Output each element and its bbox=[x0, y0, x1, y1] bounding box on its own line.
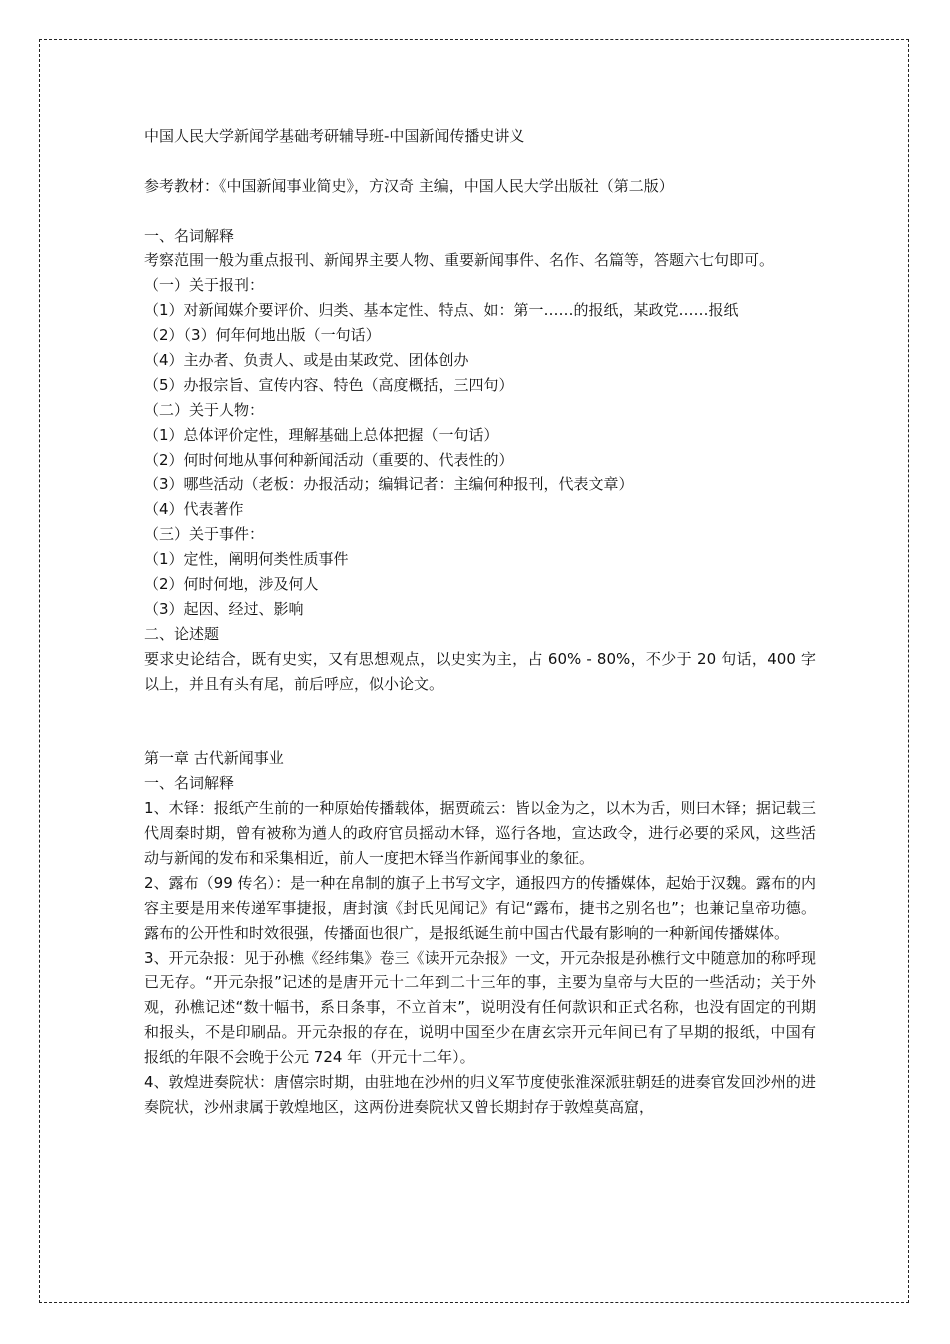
outline-item: （一）关于报刊： bbox=[144, 276, 265, 295]
chapter-title: 第一章 古代新闻事业 bbox=[144, 749, 284, 768]
section-heading: 一、名词解释 bbox=[144, 226, 235, 245]
doc-title: 中国人民大学新闻学基础考研辅导班-中国新闻传播史讲义 bbox=[144, 127, 525, 145]
outline-item: （1）定性，阐明何类性质事件 bbox=[144, 550, 349, 569]
outline-item: （5）办报宗旨、宣传内容、特色（高度概括，三四句） bbox=[144, 375, 514, 394]
outline-item: （1）对新闻媒介要评价、归类、基本定性、特点、如：第一……的报纸，某政党……报纸 bbox=[144, 301, 739, 320]
outline-item: （3）哪些活动（老板：办报活动；编辑记者：主编何种报刊，代表文章） bbox=[144, 475, 634, 494]
outline-item: （4）主办者、负责人、或是由某政党、团体创办 bbox=[144, 351, 469, 370]
outline-item: （2）何时何地从事何种新闻活动（重要的、代表性的） bbox=[144, 450, 514, 469]
outline-item: （3）起因、经过、影响 bbox=[144, 599, 304, 618]
term-entry: 2、露布（99 传名）：是一种在帛制的旗子上书写文字，通报四方的传播媒体，起始于汉魏。露布的内容主要是用来传递军事捷报，唐封演《封氏见闻记》有记“露布，捷书之别名也”；也兼记皇帝功德。露布的公开性和时效很强，传播面也很广，是报纸诞生前中国古代最有影响的一种新闻传播媒体。 bbox=[144, 873, 816, 942]
outline-item: （2）何时何地，涉及何人 bbox=[144, 575, 319, 594]
outline-item: （三）关于事件： bbox=[144, 525, 265, 544]
outline-item: （2）（3）何年何地出版（一句话） bbox=[144, 326, 381, 345]
term-entry: 1、木铎：报纸产生前的一种原始传播载体，据贾疏云：皆以金为之，以木为舌，则曰木铎；据记载三代周秦时期，曾有被称为遒人的政府官员摇动木铎，巡行各地，宣达政令，进行必要的采风，这些活动与新闻的发布和采集相近，前人一度把木铎当作新闻事业的象征。 bbox=[144, 799, 816, 867]
term-entry: 4、敦煌进奏院状：唐僖宗时期，由驻地在沙州的归义军节度使张淮深派驻朝廷的进奏官发回沙州的进奏院状，沙州隶属于敦煌地区，这两份进奏院状又曾长期封存于敦煌莫高窟， bbox=[144, 1073, 816, 1116]
outline-item: （1）总体评价定性，理解基础上总体把握（一句话） bbox=[144, 425, 499, 444]
reference-text: 参考教材：《中国新闻事业简史》，方汉奇 主编，中国人民大学出版社（第二版） bbox=[144, 176, 674, 195]
outline-item: （4）代表著作 bbox=[144, 500, 244, 519]
section-text: 要求史论结合，既有史实，又有思想观点，以史实为主，占 60% - 80%，不少于 20 句话，400 字以上，并且有头有尾，前后呼应，似小论文。 bbox=[144, 649, 816, 693]
outline-item: （二）关于人物： bbox=[144, 400, 265, 419]
section-intro: 考察范围一般为重点报刊、新闻界主要人物、重要新闻事件、名作、名篇等，答题六七句即可。 bbox=[144, 251, 775, 270]
term-entry: 3、开元杂报：见于孙樵《经纬集》卷三《读开元杂报》一文，开元杂报是孙樵行文中随意加的称呼现已无存。“开元杂报”记述的是唐开元十二年到二十三年的事，主要为皇帝与大臣的一些活动；关于外观，孙樵记述“数十幅书，系日条事，不立首末”，说明没有任何款识和正式名称，也没有固定的刊期和报头，不是印刷品。开元杂报的存在，说明中国至少在唐玄宗开元年间已有了早期的报纸，中国有报纸的年限不会晚于公元 724 年（开元十二年）。 bbox=[144, 948, 816, 1067]
section-heading: 二、论述题 bbox=[144, 624, 220, 643]
section-heading: 一、名词解释 bbox=[144, 774, 235, 793]
document-body bbox=[144, 124, 816, 1120]
